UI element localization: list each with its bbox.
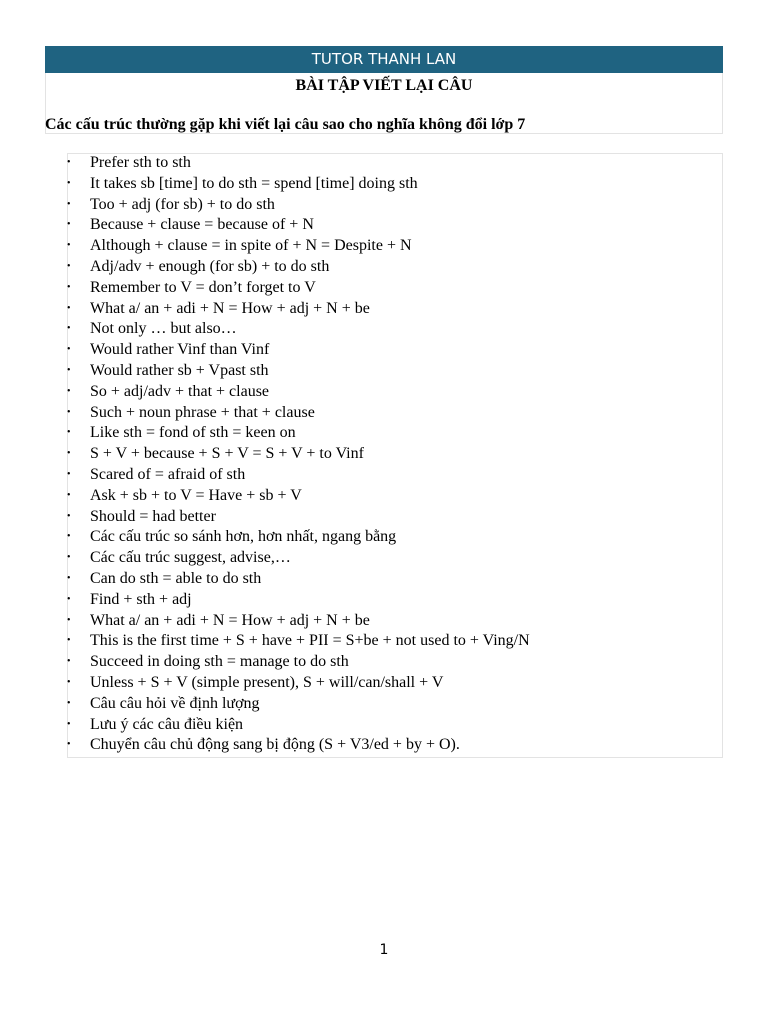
bullet-icon: • [67, 531, 71, 543]
bullet-icon: • [67, 614, 71, 626]
list-item-text: Câu câu hỏi về định lượng [90, 694, 260, 712]
bullet-icon: • [67, 697, 71, 709]
bullet-icon: • [67, 635, 71, 647]
bullet-icon: • [67, 177, 71, 189]
document-subtitle: Các cấu trúc thường gặp khi viết lại câu sao cho nghĩa không đổi lớp 7 [45, 116, 526, 133]
list-item-text: Although + clause = in spite of + N = Despite + N [90, 237, 412, 255]
list-item-text: Chuyển câu chủ động sang bị động (S + V3/ed + by + O). [90, 736, 460, 754]
list-item-text: What a/ an + adi + N = How + adj + N + be [90, 299, 370, 317]
list-item-text: Too + adj (for sb) + to do sth [90, 195, 275, 213]
list-item-text: What a/ an + adi + N = How + adj + N + be [90, 611, 370, 629]
bullet-icon: • [67, 448, 71, 460]
bullet-icon: • [67, 240, 71, 252]
list-item-text: Because + clause = because of + N [90, 216, 314, 234]
bullet-icon: • [67, 656, 71, 668]
list-item-text: Remember to V = don’t forget to V [90, 278, 316, 296]
list-item-text: Các cấu trúc suggest, advise,… [90, 549, 291, 567]
bullet-icon: • [67, 281, 71, 293]
list-item-text: Ask + sb + to V = Have + sb + V [90, 486, 302, 504]
page-number: 1 [379, 942, 389, 958]
list-item-text: Các cấu trúc so sánh hơn, hơn nhất, ngang bằng [90, 528, 397, 546]
bullet-icon: • [67, 572, 71, 584]
bullet-icon: • [67, 198, 71, 210]
document-title: BÀI TẬP VIẾT LẠI CÂU [295, 77, 473, 94]
list-item-text: It takes sb [time] to do sth = spend [time] doing sth [90, 174, 418, 192]
list-item-text: Such + noun phrase + that + clause [90, 403, 315, 421]
list-item-text: Should = had better [90, 507, 216, 525]
list-item-text: Can do sth = able to do sth [90, 569, 262, 587]
bullet-icon: • [67, 219, 71, 231]
bullet-icon: • [67, 364, 71, 376]
bullet-icon: • [67, 510, 71, 522]
list-item-text: Find + sth + adj [90, 590, 192, 608]
bullet-icon: • [67, 157, 71, 168]
bullet-icon: • [67, 385, 71, 397]
list-item-text: Lưu ý các câu điều kiện [90, 715, 244, 733]
list-item-text: Succeed in doing sth = manage to do sth [90, 653, 349, 671]
bullet-icon: • [67, 739, 71, 751]
list-item-text: So + adj/adv + that + clause [90, 382, 270, 400]
bullet-icon: • [67, 344, 71, 356]
list-item-text: Prefer sth to sth [90, 154, 191, 171]
list-item-text: Not only … but also… [90, 320, 237, 338]
tutor-banner: TUTOR THANH LAN [45, 46, 723, 73]
list-item-text: Scared of = afraid of sth [90, 465, 246, 483]
bullet-icon: • [67, 260, 71, 272]
bullet-icon: • [67, 323, 71, 335]
list-item-text: Would rather sb + Vpast sth [90, 361, 269, 379]
bullet-icon: • [67, 406, 71, 418]
bullet-icon: • [67, 593, 71, 605]
bullet-icon: • [67, 718, 71, 730]
bullet-icon: • [67, 552, 71, 564]
bullet-icon: • [67, 676, 71, 688]
bullet-icon: • [67, 302, 71, 314]
bullet-icon: • [67, 489, 71, 501]
list-item-text: S + V + because + S + V = S + V + to Vinf [90, 445, 364, 463]
list-item-text: Like sth = fond of sth = keen on [90, 424, 296, 442]
list-item-text: Adj/adv + enough (for sb) + to do sth [90, 257, 330, 275]
list-item-text: This is the first time + S + have + PII = S+be + not used to + Ving/N [90, 632, 530, 650]
list-item-text: Unless + S + V (simple present), S + will/can/shall + V [90, 673, 444, 691]
bullet-icon: • [67, 468, 71, 480]
list-item-text: Would rather Vinf than Vinf [90, 341, 270, 359]
bullet-icon: • [67, 427, 71, 439]
